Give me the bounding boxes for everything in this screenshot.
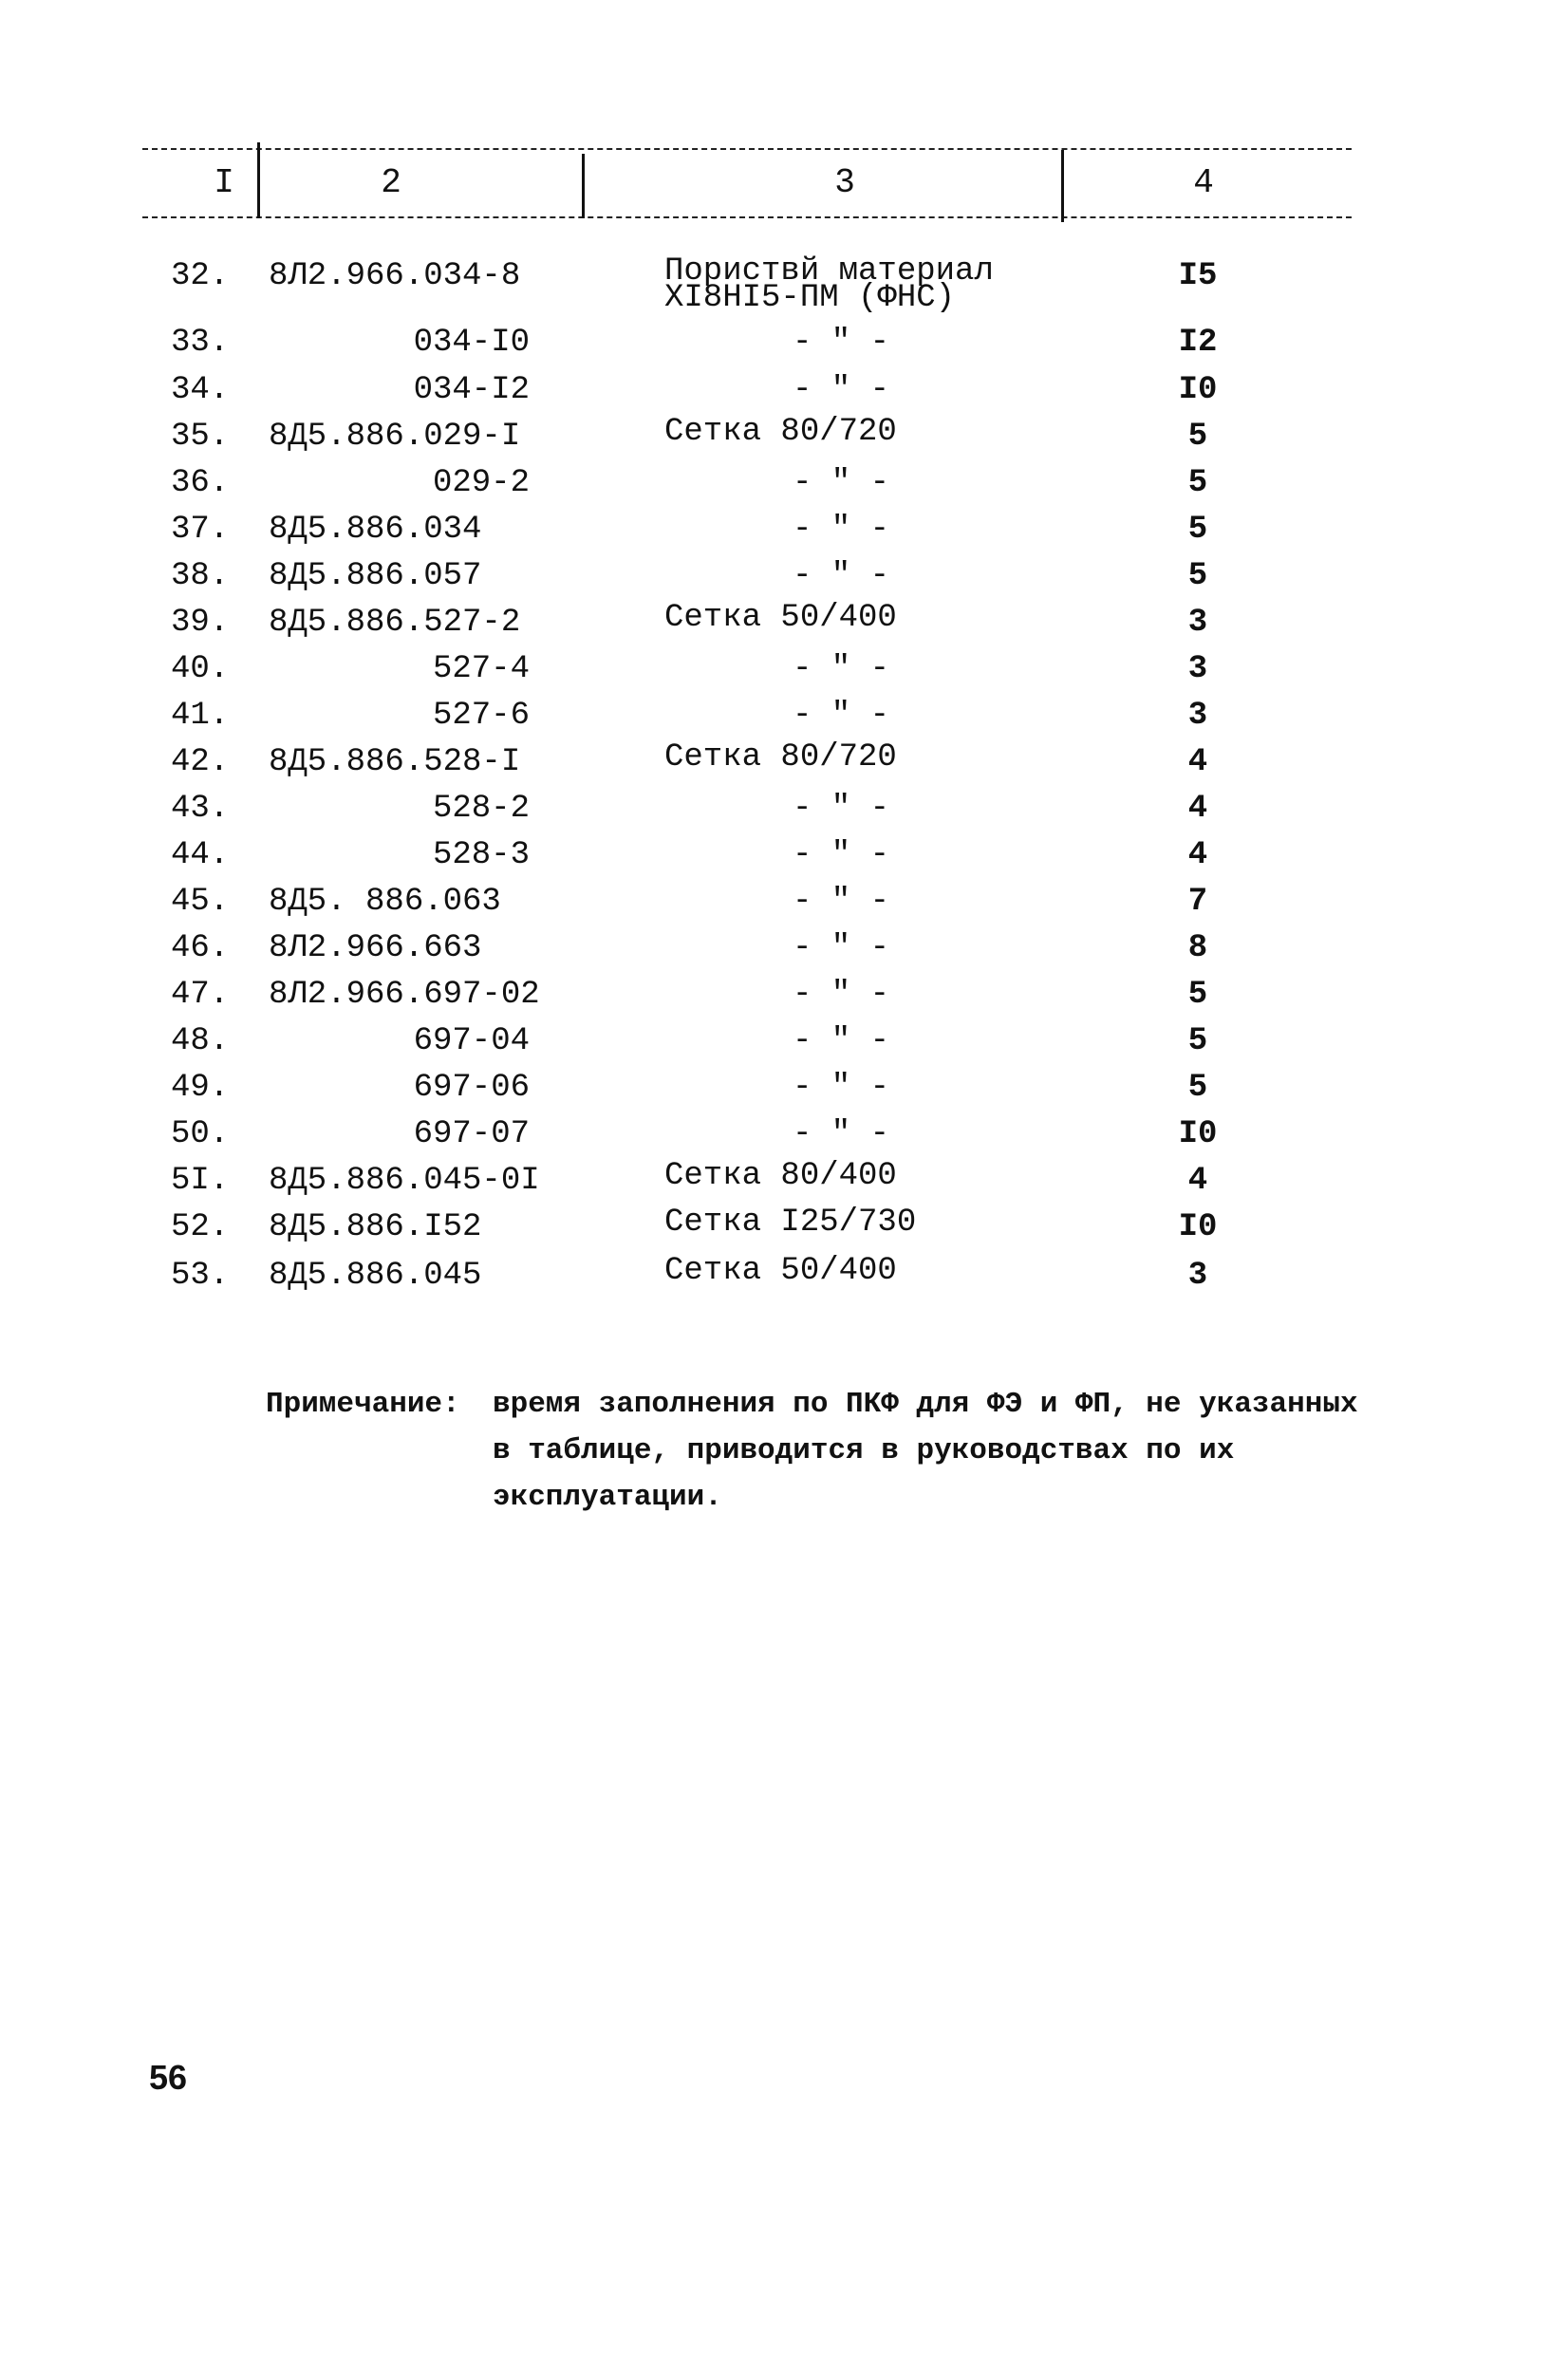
- table-row: [0, 698, 1568, 744]
- column-divider: [1061, 150, 1064, 222]
- fill-time: 5: [1187, 1070, 1208, 1106]
- material: Сетка 80/720: [664, 414, 897, 450]
- column-header-1: I: [214, 163, 234, 202]
- column-header-2: 2: [381, 163, 401, 202]
- designation: 697-07: [413, 1116, 530, 1152]
- material: - " -: [792, 372, 890, 408]
- row-number: 49.: [171, 1070, 230, 1106]
- material: - " -: [792, 558, 890, 594]
- fill-time: I0: [1178, 1209, 1218, 1245]
- fill-time: 4: [1187, 837, 1208, 873]
- table-row: [0, 465, 1568, 512]
- table-row: [0, 791, 1568, 837]
- table-row: [0, 512, 1568, 558]
- fill-time: 5: [1187, 558, 1208, 594]
- material: - " -: [792, 884, 890, 920]
- row-number: 44.: [171, 837, 230, 873]
- table-row: [0, 1023, 1568, 1070]
- designation: 528-3: [432, 837, 530, 873]
- row-number: 38.: [171, 558, 230, 594]
- row-number: 40.: [171, 651, 230, 687]
- row-number: 35.: [171, 419, 230, 455]
- designation: 8Л2.966.663: [269, 930, 482, 966]
- table-row: [0, 930, 1568, 977]
- designation: 8Д5.886.I52: [269, 1209, 482, 1245]
- row-number: 42.: [171, 744, 230, 780]
- row-number: 53.: [171, 1258, 230, 1294]
- designation: 029-2: [432, 465, 530, 501]
- material: - " -: [792, 325, 890, 361]
- page-number: 56: [149, 2058, 188, 2097]
- fill-time: 5: [1187, 977, 1208, 1013]
- table-row: [0, 651, 1568, 698]
- designation: 528-2: [432, 791, 530, 827]
- header-top-rule: [142, 148, 1352, 150]
- fill-time: 3: [1187, 1258, 1208, 1294]
- material: - " -: [792, 512, 890, 548]
- table-row: [0, 1205, 1568, 1256]
- row-number: 52.: [171, 1209, 230, 1245]
- material: - " -: [792, 651, 890, 687]
- column-divider: [582, 154, 585, 218]
- material: - " -: [792, 1116, 890, 1152]
- material: - " -: [792, 1070, 890, 1106]
- designation: 8Д5.886.057: [269, 558, 482, 594]
- note-line: в таблице, приводится в руководствах по их: [493, 1434, 1235, 1467]
- material: Сетка 80/400: [664, 1158, 897, 1194]
- material: - " -: [792, 977, 890, 1013]
- material: - " -: [792, 837, 890, 873]
- note-line: время заполнения по ПКФ для ФЭ и ФП, не указанных: [493, 1388, 1358, 1421]
- header-bottom-rule: [142, 216, 1352, 218]
- fill-time: 4: [1187, 791, 1208, 827]
- fill-time: 7: [1187, 884, 1208, 920]
- row-number: 36.: [171, 465, 230, 501]
- material: Сетка 50/400: [664, 600, 897, 636]
- row-number: 37.: [171, 512, 230, 548]
- fill-time: 3: [1187, 698, 1208, 734]
- designation: 527-4: [432, 651, 530, 687]
- designation: 8Д5.886.528-I: [269, 744, 521, 780]
- note-line: эксплуатации.: [493, 1481, 722, 1514]
- designation: 8Д5.886.045: [269, 1258, 482, 1294]
- table-row: [0, 414, 1568, 465]
- table-row: [0, 884, 1568, 930]
- material: - " -: [792, 698, 890, 734]
- material: - " -: [792, 1023, 890, 1059]
- table-row: [0, 1070, 1568, 1116]
- row-number: 39.: [171, 605, 230, 641]
- table-row: [0, 1116, 1568, 1163]
- table-row: [0, 977, 1568, 1023]
- table-row: [0, 837, 1568, 884]
- designation: 034-I0: [413, 325, 530, 361]
- table-row: [0, 558, 1568, 605]
- material: Сетка I25/730: [664, 1205, 917, 1241]
- designation: 8Д5.886.029-I: [269, 419, 521, 455]
- designation: 697-04: [413, 1023, 530, 1059]
- table-row: [0, 1253, 1568, 1304]
- fill-time: I2: [1178, 325, 1218, 361]
- designation: 527-6: [432, 698, 530, 734]
- fill-time: I0: [1178, 1116, 1218, 1152]
- fill-time: I0: [1178, 372, 1218, 408]
- row-number: 41.: [171, 698, 230, 734]
- fill-time: 5: [1187, 512, 1208, 548]
- fill-time: 4: [1187, 744, 1208, 780]
- table-row: [0, 325, 1568, 371]
- designation: 034-I2: [413, 372, 530, 408]
- fill-time: 8: [1187, 930, 1208, 966]
- row-number: 32.: [171, 258, 230, 294]
- column-header-4: 4: [1193, 163, 1214, 202]
- note-label: Примечание:: [266, 1388, 460, 1421]
- row-number: 46.: [171, 930, 230, 966]
- material: Пориствй материал ХI8НI5-ПМ (ФНС): [664, 253, 994, 316]
- fill-time: 3: [1187, 651, 1208, 687]
- material: - " -: [792, 930, 890, 966]
- material: Сетка 50/400: [664, 1253, 897, 1289]
- column-divider: [257, 142, 260, 218]
- row-number: 50.: [171, 1116, 230, 1152]
- designation: 8Д5. 886.063: [269, 884, 501, 920]
- designation: 8Д5.886.527-2: [269, 605, 521, 641]
- fill-time: I5: [1178, 258, 1218, 294]
- table-row: [0, 253, 1568, 316]
- material: - " -: [792, 791, 890, 827]
- table-row: [0, 600, 1568, 651]
- row-number: 33.: [171, 325, 230, 361]
- fill-time: 5: [1187, 465, 1208, 501]
- designation: 8Л2.966.034-8: [269, 258, 521, 294]
- row-number: 5I.: [171, 1163, 230, 1199]
- row-number: 48.: [171, 1023, 230, 1059]
- material: - " -: [792, 465, 890, 501]
- table-row: [0, 739, 1568, 791]
- row-number: 34.: [171, 372, 230, 408]
- table-row: [0, 372, 1568, 419]
- column-header-3: 3: [834, 163, 855, 202]
- table-row: [0, 1158, 1568, 1209]
- designation: 8Д5.886.045-0I: [269, 1163, 540, 1199]
- fill-time: 5: [1187, 419, 1208, 455]
- fill-time: 3: [1187, 605, 1208, 641]
- row-number: 43.: [171, 791, 230, 827]
- designation: 8Л2.966.697-02: [269, 977, 540, 1013]
- row-number: 45.: [171, 884, 230, 920]
- designation: 697-06: [413, 1070, 530, 1106]
- fill-time: 5: [1187, 1023, 1208, 1059]
- material: Сетка 80/720: [664, 739, 897, 775]
- designation: 8Д5.886.034: [269, 512, 482, 548]
- row-number: 47.: [171, 977, 230, 1013]
- fill-time: 4: [1187, 1163, 1208, 1199]
